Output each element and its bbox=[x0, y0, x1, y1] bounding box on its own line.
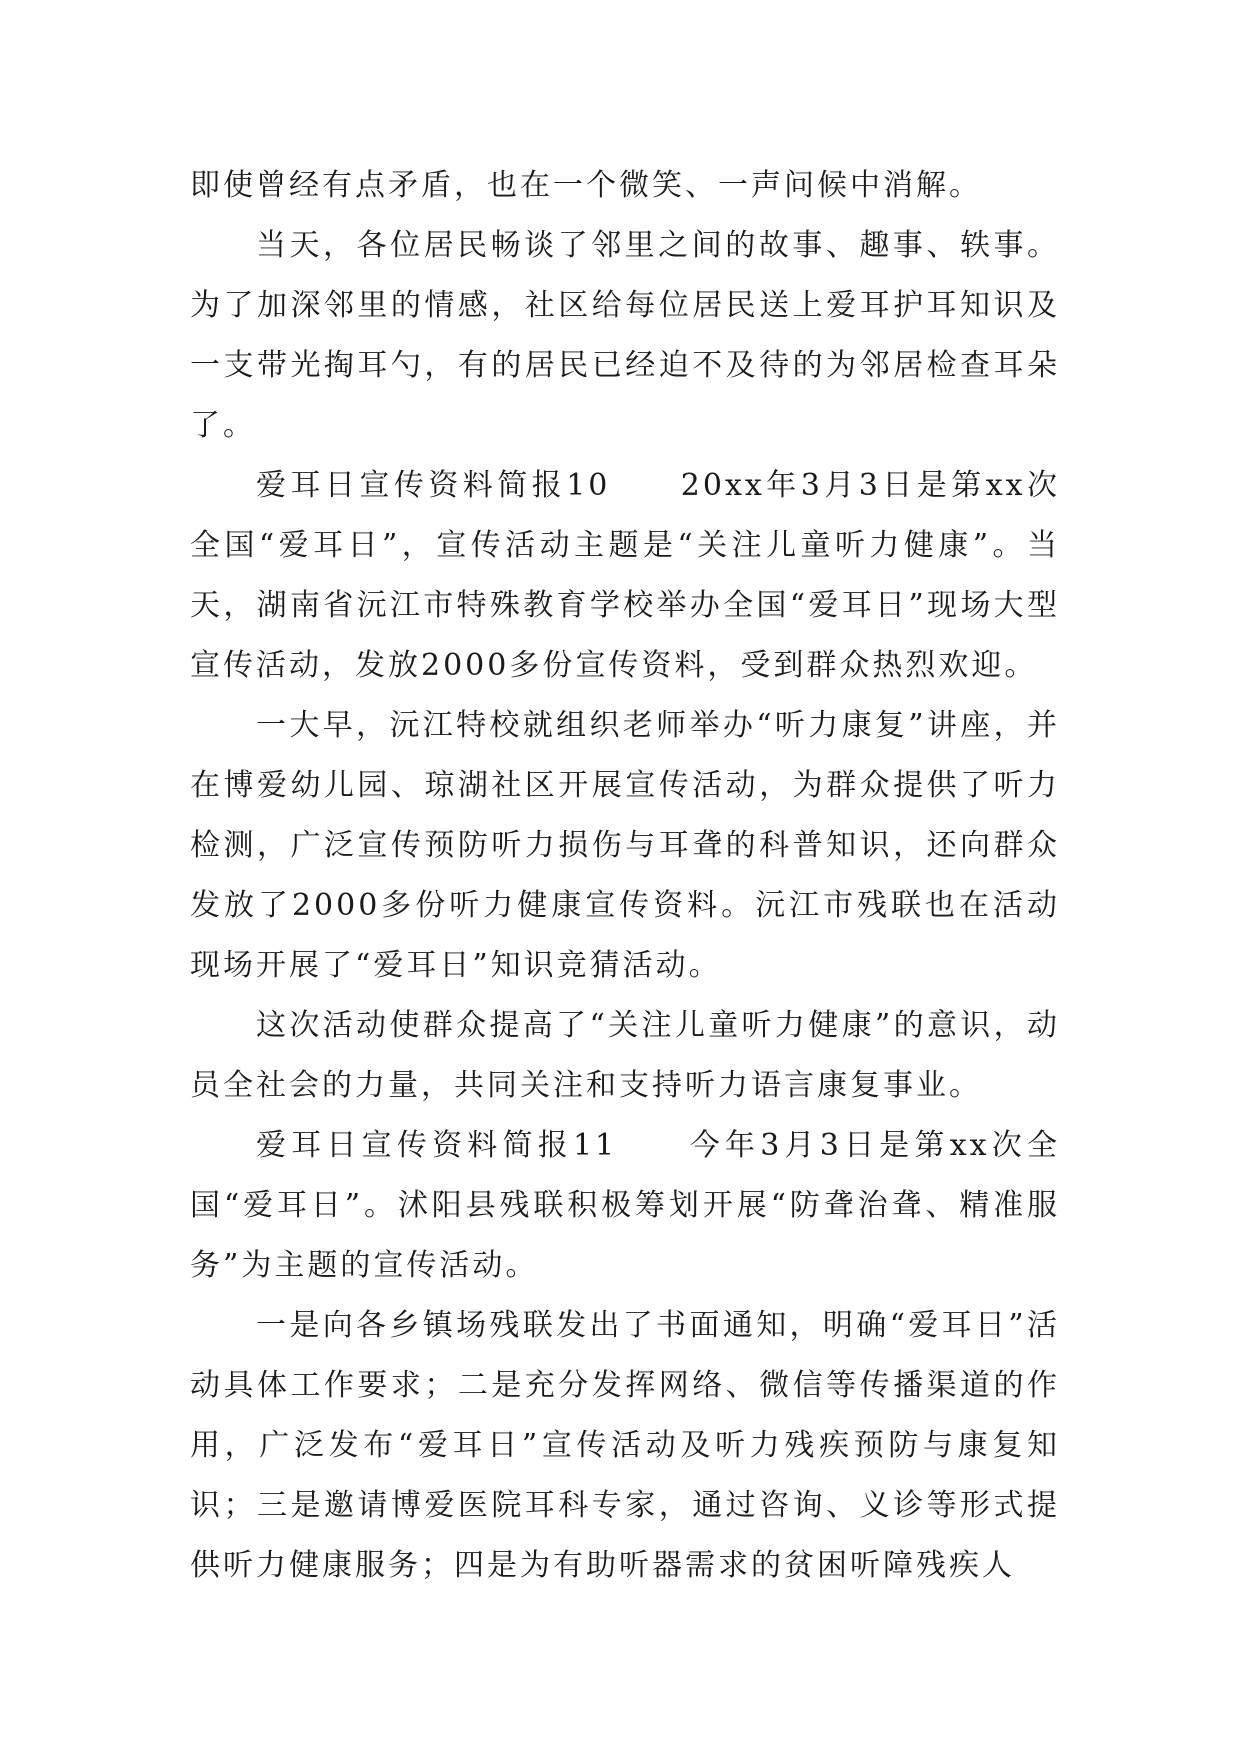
paragraph-7: 一是向各乡镇场残联发出了书面通知，明确“爱耳日”活动具体工作要求；二是充分发挥网络、微信等传播渠道的作用，广泛发布“爱耳日”宣传活动及听力残疾预防与康复知识；三是邀请博爱医院耳科专家，通过咨询、义诊等形式提供听力健康服务；四是为有助听器需求的贫困听障残疾人 bbox=[190, 1308, 1060, 1583]
paragraph-2: 当天，各位居民畅谈了邻里之间的故事、趣事、轶事。为了加深邻里的情感，社区给每位居民送上爱耳护耳知识及一支带光掏耳勺，有的居民已经迫不及待的为邻居检查耳朵了。 bbox=[190, 228, 1060, 443]
paragraph-5: 这次活动使群众提高了“关注儿童听力健康”的意识，动员全社会的力量，共同关注和支持听力语言康复事业。 bbox=[190, 1008, 1060, 1103]
paragraph-4: 一大早，沅江特校就组织老师举办“听力康复”讲座，并在博爱幼儿园、琼湖社区开展宣传活动，为群众提供了听力检测，广泛宣传预防听力损伤与耳聋的科普知识，还向群众发放了2000多份听力健康宣传资料。沅江市残联也在活动现场开展了“爱耳日”知识竞猜活动。 bbox=[190, 708, 1060, 983]
paragraph-1: 即使曾经有点矛盾，也在一个微笑、一声问候中消解。 bbox=[190, 168, 982, 203]
paragraph-6: 爱耳日宣传资料简报11 今年3月3日是第xx次全国“爱耳日”。沭阳县残联积极筹划开展“防聋治聋、精准服务”为主题的宣传活动。 bbox=[190, 1128, 1060, 1283]
paragraph-3: 爱耳日宣传资料简报10 20xx年3月3日是第xx次全国“爱耳日”，宣传活动主题是“关注儿童听力健康”。当天，湖南省沅江市特殊教育学校举办全国“爱耳日”现场大型宣传活动，发放2000多份宣传资料，受到群众热烈欢迎。 bbox=[190, 468, 1060, 683]
document-page bbox=[190, 156, 1060, 1596]
